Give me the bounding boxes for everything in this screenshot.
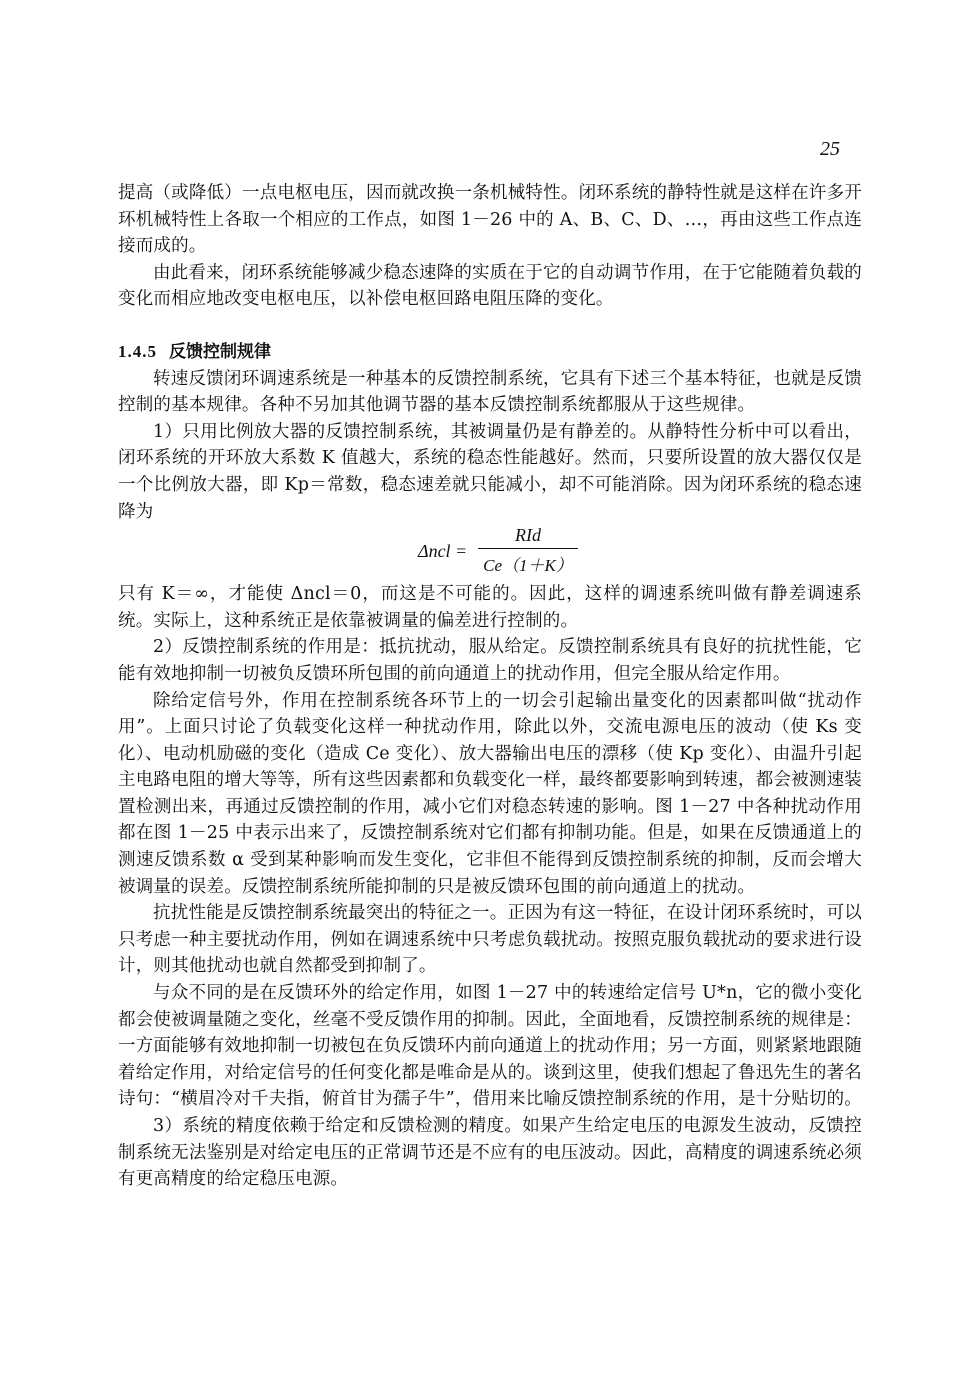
paragraph: 1）只用比例放大器的反馈控制系统，其被调量仍是有静差的。从静特性分析中可以看出，闭环系统的开环放大系数 K 值越大，系统的稳态性能越好。然而，只要所设置的放大器仅仅是一个比例放大器，即 Kp＝常数，稳态速差就只能减小，却不可能消除。因为闭环系统的稳态速降为 xyxy=(118,421,862,522)
paragraph: 提高（或降低）一点电枢电压，因而就改换一条机械特性。闭环系统的静特性就是这样在许多开环机械特性上各取一个相应的工作点，如图 1－26 中的 A、B、C、D、…，再由这些工作点连接而成的。 xyxy=(118,183,862,257)
paragraph: 只有 K＝∞，才能使 Δncl＝0，而这是不可能的。因此，这样的调速系统叫做有静差调速系统。实际上，这种系统正是依靠被调量的偏差进行控制的。 xyxy=(118,584,862,631)
paragraph: 3）系统的精度依赖于给定和反馈检测的精度。如果产生给定电压的电源发生波动，反馈控制系统无法鉴别是对给定电压的正常调节还是不应有的电压波动。因此，高精度的调速系统必须有更高精度的给定稳压电源。 xyxy=(118,1116,862,1190)
paragraph: 转速反馈闭环调速系统是一种基本的反馈控制系统，它具有下述三个基本特征，也就是反馈控制的基本规律。各种不另加其他调节器的基本反馈控制系统都服从于这些规律。 xyxy=(118,368,862,416)
paragraph: 除给定信号外，作用在控制系统各环节上的一切会引起输出量变化的因素都叫做“扰动作用”。上面只讨论了负载变化这样一种扰动作用，除此以外，交流电源电压的波动（使 Ks 变化）、电动机励磁的变化（造成 Ce 变化）、放大器输出电压的漂移（使 Kp 变化）、由温升引起主电路电阻的增大等等，所有这些因素都和负载变化一样，最终都要影响到转速，都会被测速装置检测出来，再通过反馈控制的作用，减小它们对稳态转速的影响。图 1－27 中各种扰动作用都在图 1－25 中表示出来了，反馈控制系统对它们都有抑制功能。但是，如果在反馈通道上的测速反馈系数 α 受到某种影响而发生变化，它非但不能得到反馈控制系统的抑制，反而会增大被调量的误差。反馈控制系统所能抑制的只是被反馈环包围的前向通道上的扰动。 xyxy=(118,690,862,897)
paragraph: 抗扰性能是反馈控制系统最突出的特征之一。正因为有这一特征，在设计闭环系统时，可以只考虑一种主要扰动作用，例如在调速系统中只考虑负载扰动。按照克服负载扰动的要求进行设计，则其他扰动也就自然都受到抑制了。 xyxy=(118,903,862,977)
section-title: 反馈控制规律 xyxy=(169,341,271,362)
formula-lhs: Δncl = xyxy=(418,541,468,562)
paragraph: 由此看来，闭环系统能够减少稳态速降的实质在于它的自动调节作用，在于它能随着负载的变化而相应地改变电枢电压，以补偿电枢回路电阻压降的变化。 xyxy=(118,262,862,310)
formula-steady-state-speed-drop xyxy=(118,525,862,581)
formula-fraction xyxy=(478,525,578,576)
section-spacer xyxy=(118,313,862,339)
paragraph: 与众不同的是在反馈环外的给定作用，如图 1－27 中的转速给定信号 U*n，它的微小变化都会使被调量随之变化，丝毫不受反馈作用的抑制。因此，全面地看，反馈控制系统的规律是：一方面能够有效地抑制一切被包在负反馈环内前向通道上的扰动作用；另一方面，则紧紧地跟随着给定作用，对给定信号的任何变化都是唯命是从的。谈到这里，使我们想起了鲁迅先生的著名诗句：“横眉冷对千夫指，俯首甘为孺子牛”，借用来比喻反馈控制系统的作用，是十分贴切的。 xyxy=(118,983,862,1110)
formula-denominator: Ce（1＋K） xyxy=(483,556,573,576)
section-heading xyxy=(118,339,862,366)
formula-numerator: RId xyxy=(478,525,578,549)
paragraph: 2）反馈控制系统的作用是：抵抗扰动，服从给定。反馈控制系统具有良好的抗扰性能，它能有效地抑制一切被负反馈环所包围的前向通道上的扰动作用，但完全服从给定作用。 xyxy=(118,637,862,684)
page-body xyxy=(118,180,862,1193)
page-number: 25 xyxy=(820,138,840,160)
section-number: 1.4.5 xyxy=(118,341,157,361)
